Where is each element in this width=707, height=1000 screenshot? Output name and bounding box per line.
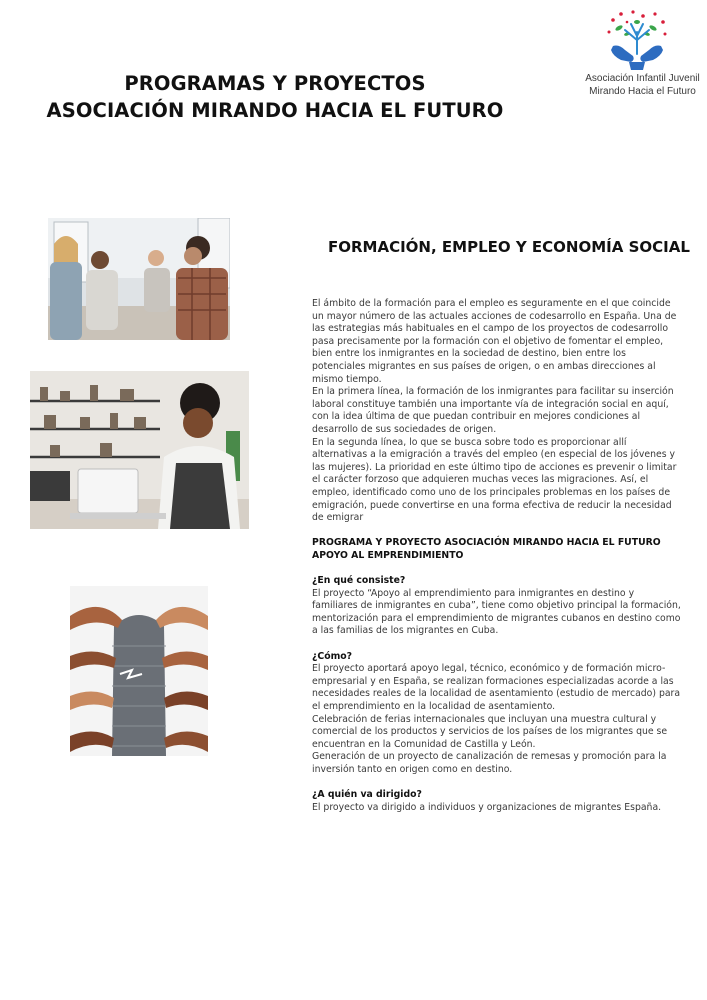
answer-text: El proyecto va dirigido a individuos y organizaciones de migrantes España. xyxy=(312,801,662,813)
answer-text: Generación de un proyecto de canalización de remesas y promoción para la inversión tanto en origen como en destino. xyxy=(312,751,667,775)
organization-name xyxy=(585,72,700,98)
entrepreneur-laptop-photo xyxy=(30,371,249,529)
page-title-line2: ASOCIACIÓN MIRANDO HACIA EL FUTURO xyxy=(46,99,504,122)
answer-text: El proyecto aportará apoyo legal, técnico, económico y de formación micro-empresarial y en España, se realizan formaciones especializadas acorde a las necesidades reales de la localidad de asentamiento (estudio de mercado) para el emprendimiento en la localidad de asentamiento. xyxy=(312,663,681,712)
answer-text: El proyecto “Apoyo al emprendimiento para inmigrantes en destino y familiares de inmigrantes en cuba”, tiene como objetivo principal la formación, mentorización para el emprendimiento de migrantes cubanos en destino como a las familias de los migrantes en Cuba. xyxy=(312,587,681,637)
organization-name-line1: Asociación Infantil Juvenil xyxy=(585,73,700,84)
tree-hands-icon xyxy=(603,10,671,72)
question-heading: ¿A quién va dirigido? xyxy=(312,789,422,801)
group-meeting-photo xyxy=(48,218,230,340)
page-title-line1: PROGRAMAS Y PROYECTOS xyxy=(124,72,426,95)
article-body xyxy=(312,298,682,814)
organization-name-line2: Mirando Hacia el Futuro xyxy=(589,86,696,97)
answer-text: Celebración de ferias internacionales que incluyan una muestra cultural y comercial de los productos y servicios de los países de los migrantes que se encuentran en la Comunidad de Castilla y León. xyxy=(312,713,668,750)
hands-brick-wall-photo xyxy=(70,586,208,756)
page-title xyxy=(40,70,510,124)
section-title: FORMACIÓN, EMPLEO Y ECONOMÍA SOCIAL xyxy=(328,238,690,256)
organization-logo xyxy=(585,10,700,100)
question-heading: ¿Cómo? xyxy=(312,650,353,662)
paragraph: En la segunda línea, lo que se busca sobre todo es proporcionar allí alternativas a la emigración a través del empleo (en especial de los jóvenes y las mujeres). La prioridad en este último tipo de acciones es prevenir o limitar el carácter forzoso que adquieren muchas veces las migraciones. Así, el empleo, identificado como uno de los principales problemas en los países de emigración, puede convertirse en una forma efectiva de reducir la necesidad de emigrar xyxy=(312,436,677,524)
paragraph: En la primera línea, la formación de los inmigrantes para facilitar su inserción laboral constituye también una importante vía de integración social en aquí, con la idea última de que puedan contribuir en mejores condiciones al desarrollo de sus sociedades de origen. xyxy=(312,386,674,435)
program-title-line1: PROGRAMA Y PROYECTO ASOCIACIÓN MIRANDO HACIA EL FUTURO xyxy=(312,537,661,549)
program-title-line2: APOYO AL EMPRENDIMIENTO xyxy=(312,549,464,561)
paragraph: El ámbito de la formación para el empleo es seguramente en el que coincide un mayor número de las actuales acciones de codesarrollo en España. Una de las estrategias más habituales en el campo de los proyectos de codesarrollo pasa precisamente por la formación con el objetivo de fomentar el empleo, bien entre los inmigrantes en la sociedad de destino, bien entre los potenciales migrantes en sus países de origen, o en ambas direcciones al mismo tiempo. xyxy=(312,298,677,385)
question-heading: ¿En qué consiste? xyxy=(312,575,406,587)
